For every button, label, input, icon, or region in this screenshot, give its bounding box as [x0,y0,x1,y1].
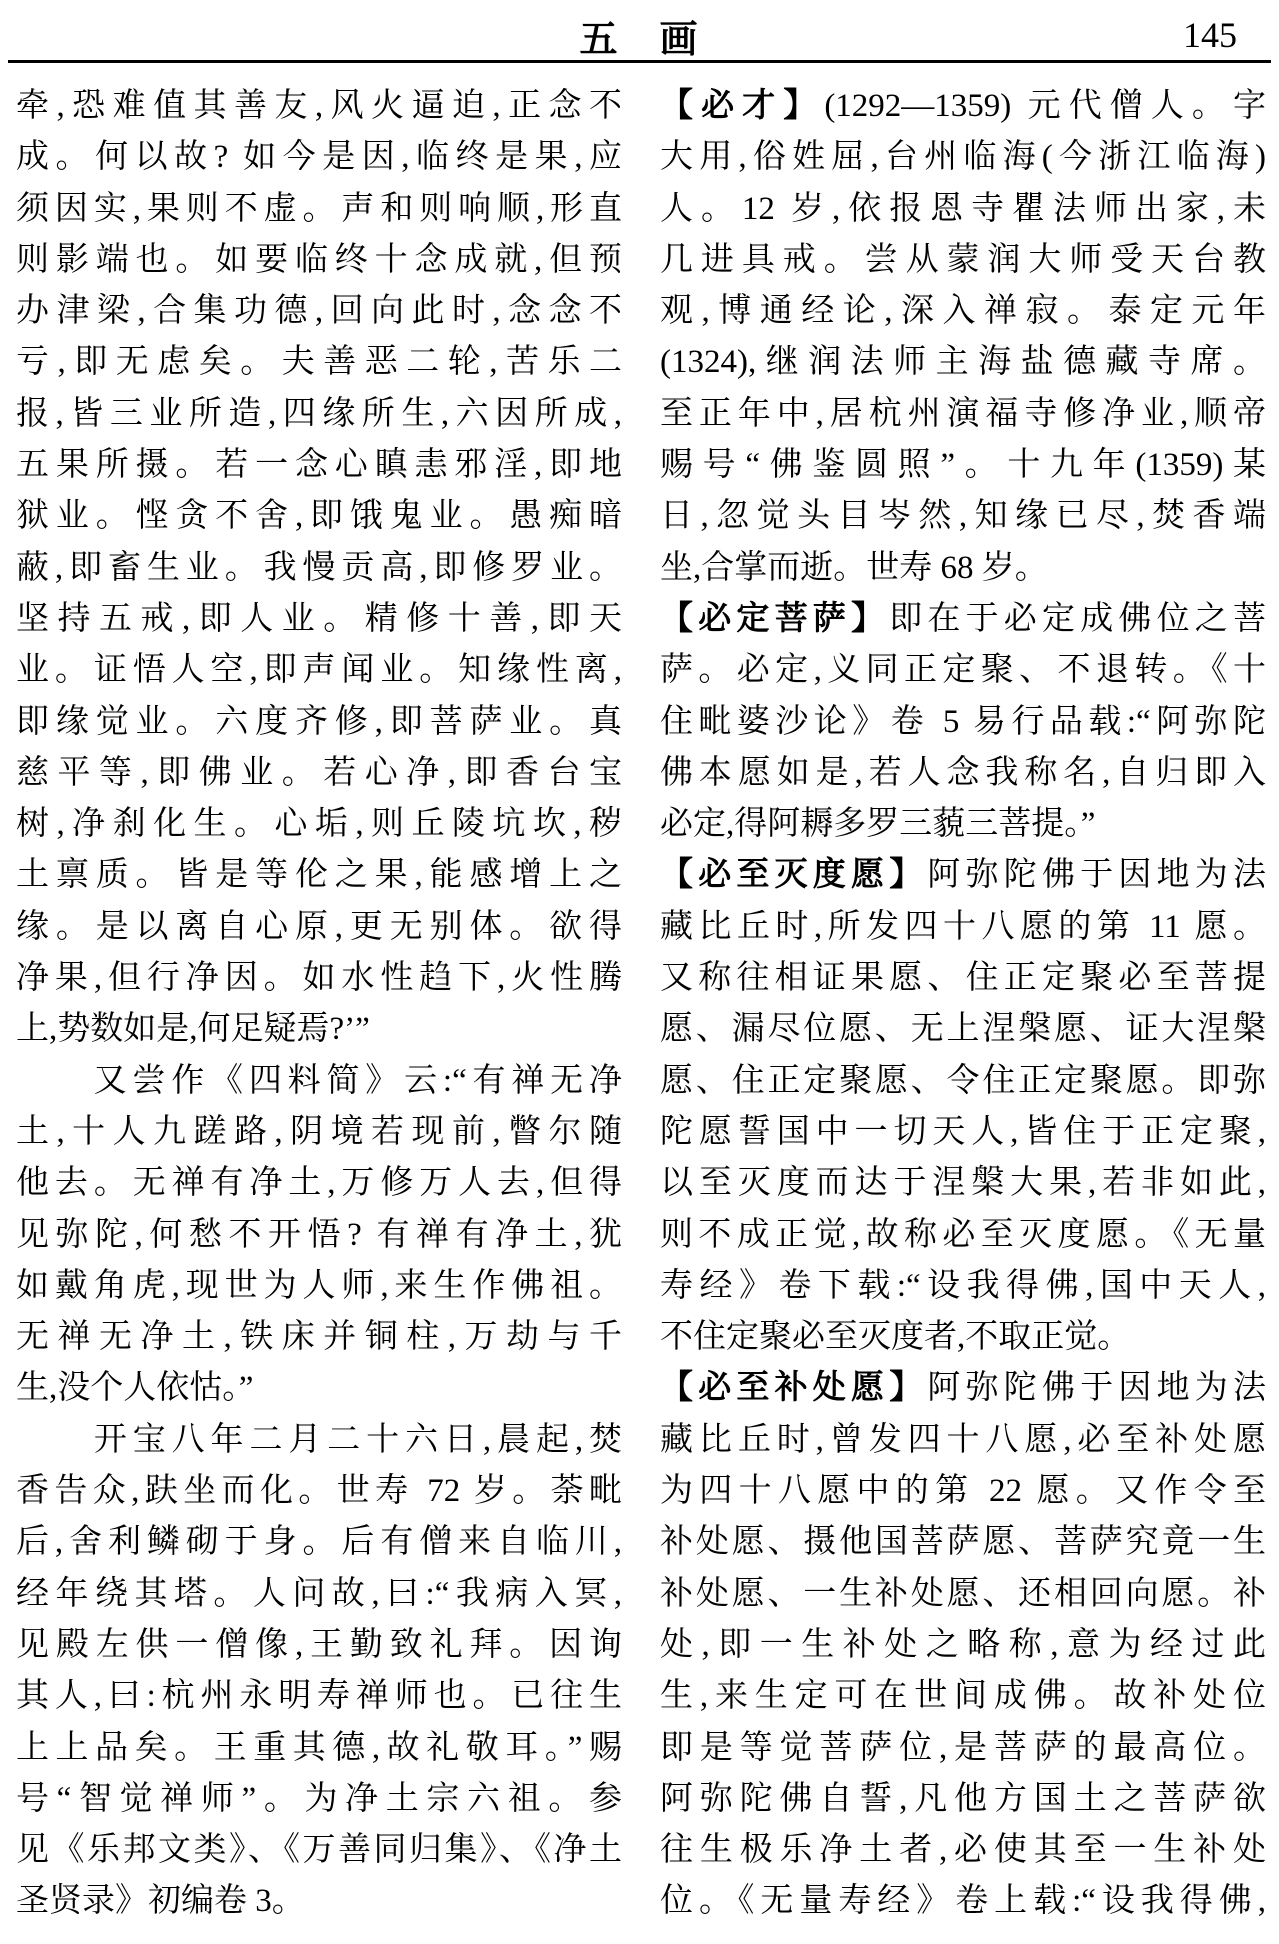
text-line: 见弥陀,何愁不开悟? 有禅有净土,犹 [16,1216,622,1253]
text-line: 上,势数如是,何足疑焉?’” [16,1011,370,1048]
text-line: 陀愿誓国中一切天人,皆住于正定聚, [660,1113,1266,1150]
text-line: 日,忽觉头目岑然,知缘已尽,焚香端 [660,498,1266,535]
text-line: 几进具戒。尝从蒙润大师受天台教 [660,241,1266,278]
text-line: 圣贤录》初编卷 3。 [16,1883,305,1920]
text-line: 观,博通经论,深入禅寂。泰定元年 [660,293,1266,330]
text-line: 大用,俗姓屈,台州临海(今浙江临海) [660,139,1266,176]
text-line: 牵,恐难值其善友,风火逼迫,正念不 [16,88,622,124]
text-line: 蔽,即畜生业。我慢贡高,即修罗业。 [16,549,622,586]
text-line: 须因实,果则不虚。声和则响顺,形直 [16,190,622,227]
entry-headword: 【必至灭度愿】 [660,857,928,894]
text-line: 【必定菩萨】即在于必定成佛位之菩 [660,600,1266,637]
page-number: 145 [1183,15,1237,55]
text-line: 号“智觉禅师”。为净土宗六祖。参 [16,1780,622,1817]
text-line: 处,即一生补处之略称,意为经过此 [660,1626,1266,1663]
text-line: 补处愿、摄他国菩萨愿、菩萨究竟一生 [660,1524,1266,1561]
text-line: 阿弥陀佛自誓,凡他方国土之菩萨欲 [660,1780,1266,1817]
text-line: 藏比丘时,曾发四十八愿,必至补处愿 [660,1421,1266,1458]
text-line: 至正年中,居杭州演福寺修净业,顺帝 [660,395,1266,432]
text-line: 愿、漏尽位愿、无上涅槃愿、证大涅槃 [660,1011,1266,1048]
page-header [0,0,1279,61]
entry-headword: 【必定菩萨】 [660,600,890,637]
right-column [660,81,1266,1928]
text-line: 则影端也。如要临终十念成就,但预 [16,241,622,278]
text-line: 愿、住正定聚愿、令住正定聚愿。即弥 [660,1062,1266,1099]
text-line: 五果所摄。若一念心瞋恚邪淫,即地 [16,447,622,484]
text-line: 他去。无禅有净土,万修万人去,但得 [16,1165,622,1202]
text-line: 【必至补处愿】阿弥陀佛于因地为法 [660,1370,1266,1407]
text-line: 即是等觉菩萨位,是菩萨的最高位。 [660,1729,1266,1766]
text-line: 萨。必定,义同正定聚、不退转。《十 [660,652,1266,689]
text-line: 慈平等,即佛业。若心净,即香台宝 [16,754,622,791]
text-line: 住毗婆沙论》卷 5 易行品载:“阿弥陀 [660,703,1266,740]
text-line: 为四十八愿中的第 22 愿。又作令至 [660,1473,1266,1510]
text-line: 【必才】(1292—1359) 元代僧人。字 [660,88,1266,124]
text-line: 开宝八年二月二十六日,晨起,焚 [16,1421,622,1458]
text-line: 藏比丘时,所发四十八愿的第 11 愿。 [660,908,1266,945]
text-line: 狱业。悭贪不舍,即饿鬼业。愚痴暗 [16,498,622,535]
text-line: 寿经》卷下载:“设我得佛,国中天人, [660,1267,1266,1304]
left-column [16,81,622,1928]
text-line: 生,没个人依怙。” [16,1370,254,1407]
entry-headword: 【必至补处愿】 [660,1370,928,1407]
text-line: 见殿左供一僧像,王勤致礼拜。因询 [16,1626,622,1663]
text-line: 赐号“佛鉴圆照”。十九年(1359)某 [660,447,1266,484]
entry-headword: 【必才】 [660,88,825,124]
text-line: 佛本愿如是,若人念我称名,自归即入 [660,754,1266,791]
text-line: 见《乐邦文类》、《万善同归集》、《净土 [16,1832,622,1869]
text-line: 【必至灭度愿】阿弥陀佛于因地为法 [660,857,1266,894]
text-line: 以至灭度而达于涅槃大果,若非如此, [660,1165,1266,1202]
text-line: 净果,但行净因。如水性趋下,火性腾 [16,960,622,997]
text-line: 生,来生定可在世间成佛。故补处位 [660,1678,1266,1715]
text-line: 位。《无量寿经》卷上载:“设我得佛, [660,1883,1266,1920]
text-line: 坐,合掌而逝。世寿 68 岁。 [660,549,1048,586]
text-line: 其人,曰:杭州永明寿禅师也。已往生 [16,1678,622,1715]
page-body [0,63,1279,1928]
text-line: 又称往相证果愿、住正定聚必至菩提 [660,960,1266,997]
text-line: 成。何以故? 如今是因,临终是果,应 [16,139,622,176]
text-line: 上上品矣。王重其德,故礼敬耳。”赐 [16,1729,622,1766]
text-line: 香告众,趺坐而化。世寿 72 岁。荼毗 [16,1473,622,1510]
text-line: 土禀质。皆是等伦之果,能感增上之 [16,857,622,894]
text-line: 亏,即无虑矣。夫善恶二轮,苦乐二 [16,344,622,381]
text-line: 人。12 岁,依报恩寺瞿法师出家,未 [660,190,1266,227]
text-line: 即缘觉业。六度齐修,即菩萨业。真 [16,703,622,740]
text-line: 又尝作《四料简》云:“有禅无净 [16,1062,622,1099]
text-line: 报,皆三业所造,四缘所生,六因所成, [16,395,622,432]
text-line: 业。证悟人空,即声闻业。知缘性离, [16,652,622,689]
text-line: 土,十人九蹉路,阴境若现前,瞥尔随 [16,1113,622,1150]
page-header-title: 五 画 [579,19,700,61]
text-line: 坚持五戒,即人业。精修十善,即天 [16,600,622,637]
text-line: 后,舍利鳞砌于身。后有僧来自临川, [16,1524,622,1561]
text-line: 无禅无净土,铁床并铜柱,万劫与千 [16,1319,622,1356]
text-line: 树,净刹化生。心垢,则丘陵坑坎,秽 [16,806,622,843]
text-line: 办津梁,合集功德,回向此时,念念不 [16,293,622,330]
text-line: 不住定聚必至灭度者,不取正觉。 [660,1319,1131,1356]
text-line: 经年绕其塔。人问故,曰:“我病入冥, [16,1575,622,1612]
text-line: 则不成正觉,故称必至灭度愿。《无量 [660,1216,1266,1253]
text-line: (1324),继润法师主海盐德藏寺席。 [660,344,1266,381]
text-line: 如戴角虎,现世为人师,来生作佛祖。 [16,1267,622,1304]
text-line: 缘。是以离自心原,更无别体。欲得 [16,908,622,945]
text-line: 补处愿、一生补处愿、还相回向愿。补 [660,1575,1266,1612]
text-line: 往生极乐净土者,必使其至一生补处 [660,1832,1266,1869]
text-line: 必定,得阿耨多罗三藐三菩提。” [660,806,1096,843]
